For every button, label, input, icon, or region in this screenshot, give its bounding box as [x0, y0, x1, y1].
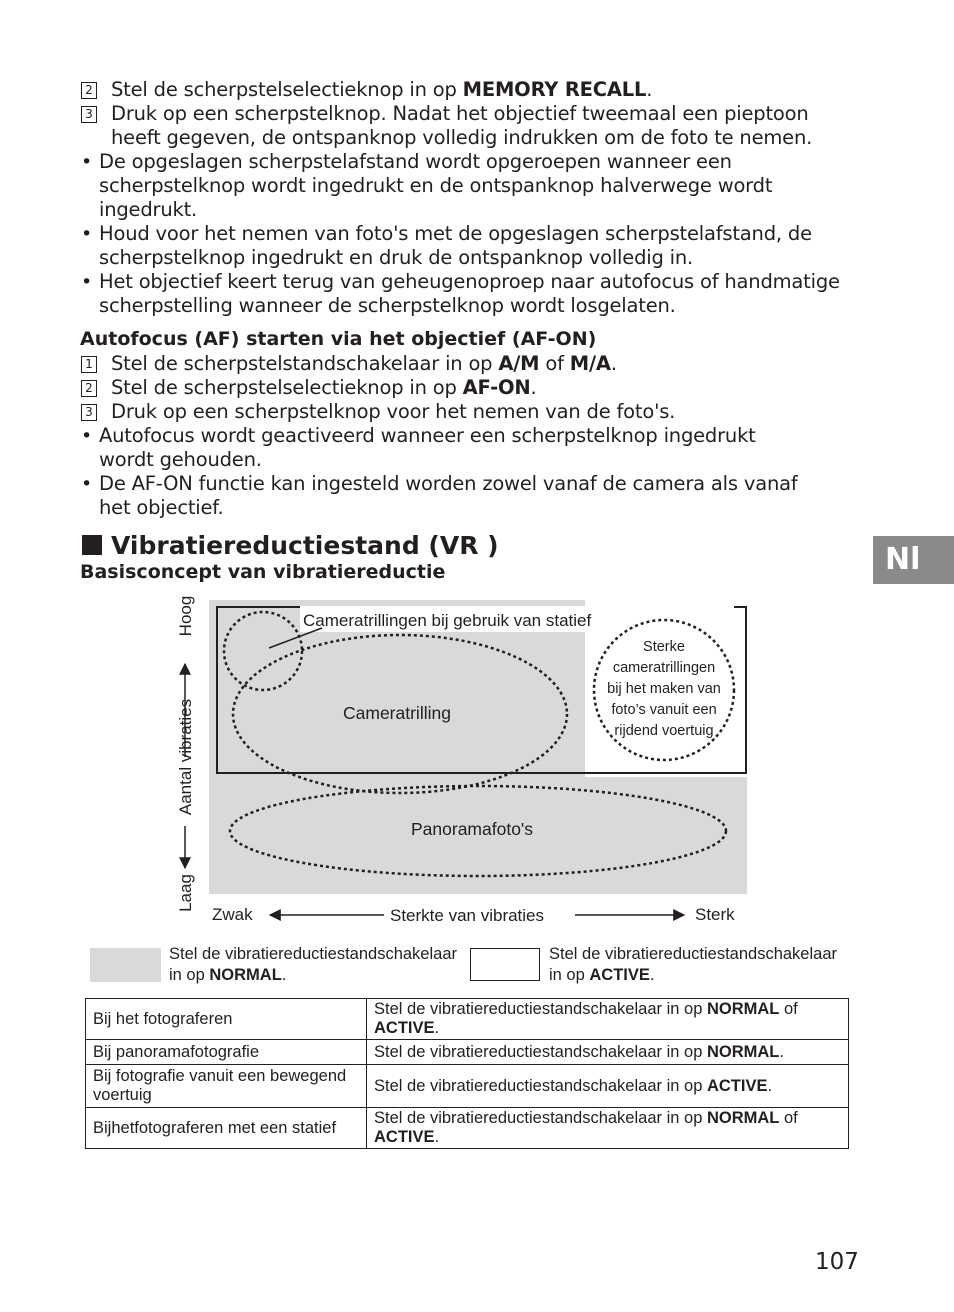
setting-bold: NORMAL — [706, 1000, 780, 1018]
af-step-1-mid: of — [539, 352, 570, 375]
af-bullet-1-line1: Autofocus wordt geactiveerd wanneer een scherpstelknop ingedrukt — [99, 424, 756, 447]
setting-pre: Stel de vibratiereductiestandschakelaar in op — [374, 1109, 707, 1127]
bullet: • — [81, 473, 93, 495]
situation-line2: voertuig — [93, 1086, 152, 1104]
normal-zone-bottom-right — [585, 777, 747, 894]
vehicle-label-line: cameratrillingen — [612, 660, 716, 676]
setting-pre: Stel de vibratiereductiestandschakelaar in op — [374, 1042, 707, 1061]
af-step-1-bold1: A/M — [498, 352, 540, 375]
step-2-pre: Stel de scherpstelselectieknop in op — [111, 78, 463, 101]
step-number-3: 3 — [81, 106, 97, 123]
normal-zone-left — [209, 600, 585, 894]
legend-active-swatch — [470, 948, 540, 981]
y-axis-low-label: Laag — [176, 874, 195, 912]
step-3-line2: heeft gegeven, de ontspanknop volledig indrukken om de foto te nemen. — [111, 126, 813, 149]
legend-normal-swatch — [90, 948, 161, 982]
vehicle-label-line: foto’s vanuit een — [611, 702, 717, 718]
af-step-2-bold: AF-ON — [462, 376, 531, 399]
setting-bold: ACTIVE — [706, 1076, 768, 1095]
setting-bold: NORMAL — [706, 1042, 780, 1061]
bullet-1-line3: ingedrukt. — [99, 198, 198, 221]
table-row — [86, 999, 849, 1040]
x-axis-strong-label: Sterk — [695, 905, 735, 924]
page-number: 107 — [815, 1249, 859, 1275]
situation-line1: Bij fotografie vanuit een bewegend — [93, 1067, 347, 1085]
table-row — [86, 1040, 849, 1065]
setting-pre: Stel de vibratiereductiestandschakelaar in op — [374, 1000, 707, 1018]
legend-active-bold: ACTIVE — [589, 966, 650, 984]
table-row — [86, 1065, 849, 1108]
af-on-heading: Autofocus (AF) starten via het objectief (AF-ON) — [80, 328, 597, 350]
legend-active-line2 — [549, 965, 654, 985]
legend-active-post: . — [649, 966, 655, 984]
bullet-3-line1: Het objectief keert terug van geheugenoproep naar autofocus of handmatige — [99, 270, 840, 293]
table-cell-setting — [367, 1065, 849, 1108]
language-tab: Nl — [873, 536, 954, 584]
bullet: • — [81, 223, 93, 245]
camera-shake-label: Cameratrilling — [343, 703, 451, 723]
tripod-label: Cameratrillingen bij gebruik van statief — [303, 611, 592, 630]
vehicle-label-line: Sterke — [643, 639, 685, 655]
table-cell-setting — [367, 1040, 849, 1065]
af-step-2-pre: Stel de scherpstelselectieknop in op — [111, 376, 463, 399]
step-number-2: 2 — [81, 82, 97, 99]
bullet: • — [81, 271, 93, 293]
table-cell-situation — [86, 1065, 367, 1108]
table-cell-situation: Bijhetfotograferen met een statief — [86, 1108, 367, 1149]
legend-normal-post: . — [281, 966, 287, 984]
setting-post: . — [434, 1019, 440, 1037]
x-axis-label: Sterkte van vibraties — [390, 906, 545, 925]
table-cell-setting — [367, 1108, 849, 1149]
bullet-1-line2: scherpstelknop wordt ingedrukt en de ontspanknop halverwege wordt — [99, 174, 773, 197]
table-row — [86, 1108, 849, 1149]
legend-active-pre: in op — [549, 966, 590, 984]
vehicle-label-line: rijdend voertuig — [614, 723, 714, 739]
panorama-label: Panoramafoto's — [411, 819, 534, 839]
bullet: • — [81, 425, 93, 447]
legend-normal-line1: Stel de vibratiereductiestandschakelaar — [169, 945, 458, 963]
step-number-3: 3 — [81, 404, 97, 421]
setting-mid: of — [779, 1109, 798, 1127]
setting-pre: Stel de vibratiereductiestandschakelaar in op — [374, 1076, 707, 1095]
legend-active-line1: Stel de vibratiereductiestandschakelaar — [549, 945, 838, 963]
setting-post: . — [767, 1076, 773, 1095]
vr-title-text: Vibratiereductiestand (VR ) — [111, 531, 499, 560]
af-step-2-post: . — [530, 376, 537, 399]
bullet: • — [81, 151, 93, 173]
af-step-1-bold2: M/A — [569, 352, 611, 375]
step-number-2: 2 — [81, 380, 97, 397]
setting-bold: ACTIVE — [374, 1128, 435, 1146]
bullet-3-line2: scherpstelling wanneer de scherpstelknop wordt losgelaten. — [99, 294, 676, 317]
legend-normal-line2 — [169, 965, 286, 985]
step-2-post: . — [646, 78, 653, 101]
setting-bold: NORMAL — [706, 1109, 780, 1127]
setting-post: . — [434, 1128, 440, 1146]
setting-mid: of — [779, 1000, 798, 1018]
af-bullet-2-line1: De AF-ON functie kan ingesteld worden zowel vanaf de camera als vanaf — [99, 472, 798, 495]
step-3-line1: Druk op een scherpstelknop. Nadat het objectief tweemaal een pieptoon — [111, 102, 809, 125]
x-axis-weak-label: Zwak — [212, 905, 253, 924]
af-bullet-1-line2: wordt gehouden. — [99, 448, 262, 471]
bullet-2-line1: Houd voor het nemen van foto's met de opgeslagen scherpstelafstand, de — [99, 222, 812, 245]
af-step-1-post: . — [610, 352, 617, 375]
legend-normal-pre: in op — [169, 966, 210, 984]
af-bullet-2-line2: het objectief. — [99, 496, 224, 519]
af-step-1-pre: Stel de scherpstelstandschakelaar in op — [111, 352, 499, 375]
setting-post: . — [779, 1042, 784, 1061]
vr-subtitle: Basisconcept van vibratiereductie — [80, 561, 446, 583]
af-step-3-text: Druk op een scherpstelknop voor het nemen van de foto's. — [111, 400, 676, 423]
table-cell-situation: Bij panoramafotografie — [86, 1040, 367, 1065]
table-cell-situation: Bij het fotograferen — [86, 999, 367, 1040]
vehicle-label-line: bij het maken van — [607, 681, 721, 697]
vr-settings-table — [85, 998, 849, 1149]
table-cell-setting — [367, 999, 849, 1040]
step-2-bold: MEMORY RECALL — [462, 78, 647, 101]
step-number-1: 1 — [81, 356, 97, 373]
bullet-2-line2: scherpstelknop ingedrukt en druk de ontspanknop volledig in. — [99, 246, 694, 269]
legend-normal-bold: NORMAL — [209, 966, 282, 984]
y-axis-label: Aantal vibraties — [176, 698, 195, 816]
setting-bold: ACTIVE — [374, 1019, 435, 1037]
y-axis-high-label: Hoog — [176, 595, 195, 637]
bullet-1-line1: De opgeslagen scherpstelafstand wordt opgeroepen wanneer een — [99, 150, 732, 173]
